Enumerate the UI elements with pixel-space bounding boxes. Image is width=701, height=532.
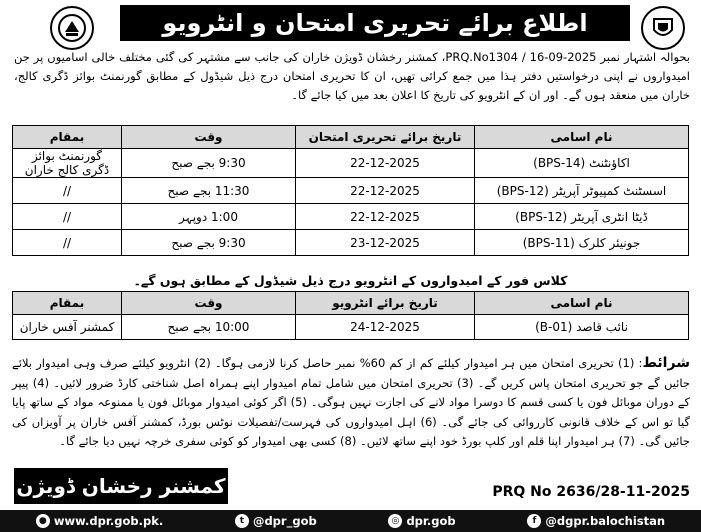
- footer-bar: [0, 510, 701, 532]
- terms-paragraph: [12, 354, 690, 452]
- interview-date: 24-12-2025: [296, 315, 475, 340]
- prq-number: PRQ No 2636/28-11-2025: [492, 484, 690, 500]
- exam-venue: //: [13, 204, 122, 230]
- footer-website[interactable]: [36, 514, 163, 528]
- exam-date: 22-12-2025: [296, 149, 475, 178]
- table-row: [13, 178, 689, 204]
- globe-icon: ●: [36, 514, 50, 528]
- header-venue: بمقام: [13, 292, 122, 315]
- instagram-icon: ◎: [388, 514, 402, 528]
- exam-time: 9:30 بجے صبح: [122, 149, 296, 178]
- page-title: اطلاع برائے تحریری امتحان و انٹرویو: [120, 5, 630, 41]
- facebook-icon: f: [527, 514, 541, 528]
- footer-facebook[interactable]: [527, 514, 665, 528]
- footer-website-text: www.dpr.gob.pk.: [53, 514, 164, 528]
- government-emblem-icon: [648, 13, 678, 43]
- header-post-name: نام اسامی: [475, 292, 689, 315]
- exam-date: 22-12-2025: [296, 204, 475, 230]
- table-row: [13, 230, 689, 256]
- exam-time: 1:00 دوپہر: [122, 204, 296, 230]
- interview-schedule-table: [12, 291, 689, 340]
- header-time: وقت: [122, 126, 296, 149]
- post-name: اکاؤنٹنٹ (BPS-14): [475, 149, 689, 178]
- exam-venue: //: [13, 230, 122, 256]
- exam-date: 23-12-2025: [296, 230, 475, 256]
- footer-twitter[interactable]: [235, 514, 317, 528]
- logo-right: [641, 6, 685, 50]
- intro-paragraph: بحوالہ اشتہار نمبر PRQ.No1304 / 16-09-2025، کمشنر رخشان ڈویژن خاران کی جانب سے مشتہر کی گئی مختلف خالی اسامیوں پر جن امیدواروں نے اپنی درخواستیں دفتر ہذا میں جمع کرائی تھیں، ان کا تحریری امتحان درج ذیل شیڈول کے مطابق گورنمنٹ بوائز ڈگری کالج، خاران میں منعقد ہوں گے۔ اور ان کے انٹرویو کی تاریخ کا اعلان بعد میں کیا جائے گا۔: [14, 50, 691, 102]
- commissioner-signature: کمشنر رخشان ڈویژن: [14, 468, 228, 504]
- exam-venue: //: [13, 178, 122, 204]
- exam-time: 9:30 بجے صبح: [122, 230, 296, 256]
- exam-time: 11:30 بجے صبح: [122, 178, 296, 204]
- terms-text: : (1) تحریری امتحان میں ہر امیدوار کیلئے کم از کم 60% نمبر حاصل کرنا لازمی ہوگا۔ (2) انٹرویو کیلئے صرف وہی امیدوار بلائے جائیں گے جو تحریری امتحان پاس کریں گے۔ (3) تحریری امتحان میں شامل تمام امیدوار اپنے ہمراہ اصل شناختی کارڈ ضرور لائیں۔ (4) پیپر کے دوران موبائل فون یا کسی قسم کا دوسرا مواد لانے کی اجازت نہیں ہوگی۔ (5) اگر کوئی امیدوار موبائل فون یا ممنوعہ مواد کے ساتھ پایا گیا تو اس کے خلاف قانونی کارروائی کی جائے گی۔ (6) اہل امیدواروں کی فہرست/تفصیلات نوٹس بورڈ، کمشنر آفس خاران پر آویزاں کی جائیں گی۔ (7) ہر امیدوار اپنا قلم اور کلپ بورڈ خود اپنے ساتھ لائیں۔ (8) کسی بھی امیدوار کو کوئی سفری خرچہ نہیں دیا جائے گا۔: [12, 356, 690, 448]
- interview-venue: کمشنر آفس خاران: [13, 315, 122, 340]
- footer-facebook-text: @dgpr.balochistan: [545, 514, 666, 528]
- header-venue: بمقام: [13, 126, 122, 149]
- post-name: ڈیٹا انٹری آپریٹر (BPS-12): [475, 204, 689, 230]
- table-row: [13, 204, 689, 230]
- interview-time: 10:00 بجے صبح: [122, 315, 296, 340]
- post-name: اسسٹنٹ کمپیوٹر آپریٹر (BPS-12): [475, 178, 689, 204]
- terms-label: شرائط: [642, 355, 690, 371]
- post-name: نائب قاصد (B-01): [475, 315, 689, 340]
- government-seal-icon: [57, 13, 87, 43]
- exam-schedule-table: [12, 125, 689, 256]
- table-header-row: [13, 126, 689, 149]
- footer-twitter-text: @dpr_gob: [252, 514, 317, 528]
- post-name: جونیئر کلرک (BPS-11): [475, 230, 689, 256]
- table-row: [13, 315, 689, 340]
- header-exam-date: تاریخ برائے تحریری امتحان: [296, 126, 475, 149]
- twitter-icon: t: [235, 514, 249, 528]
- header-interview-date: تاریخ برائے انٹرویو: [296, 292, 475, 315]
- interview-heading: کلاس فور کے امیدواروں کے انٹرویو درج ذیل شیڈول کے مطابق ہوں گے۔: [133, 273, 568, 288]
- exam-date: 22-12-2025: [296, 178, 475, 204]
- table-row: [13, 149, 689, 178]
- exam-venue: گورنمنٹ بوائز ڈگری کالج خاران: [13, 149, 122, 178]
- footer-instagram-text: dpr.gob: [406, 514, 456, 528]
- footer-instagram[interactable]: [388, 514, 455, 528]
- logo-left: [50, 6, 94, 50]
- header-post-name: نام اسامی: [475, 126, 689, 149]
- header-time: وقت: [122, 292, 296, 315]
- table-header-row: [13, 292, 689, 315]
